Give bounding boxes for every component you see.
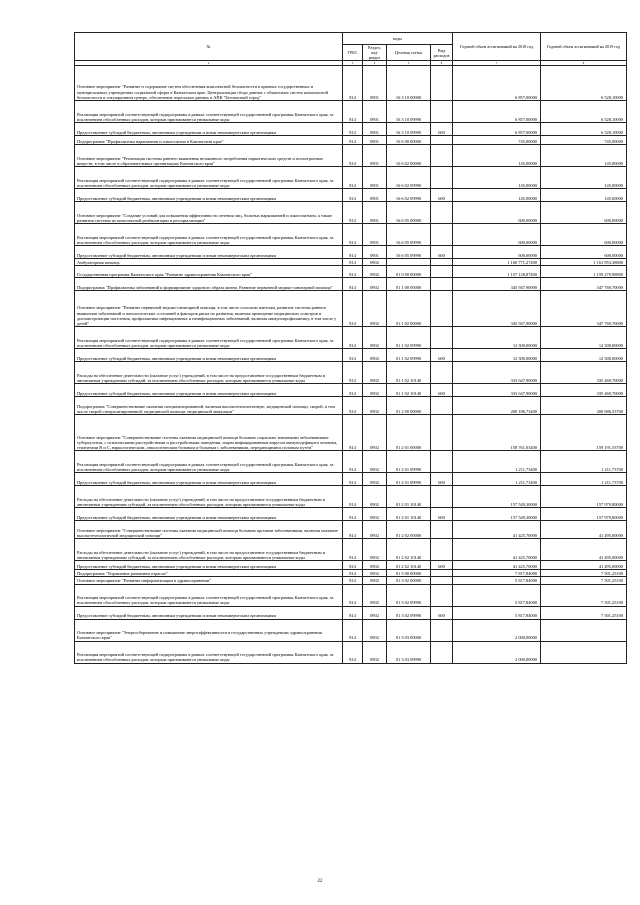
target-cell: 01 2 02 00000 xyxy=(387,521,431,539)
grbs-cell: 814 xyxy=(343,570,363,577)
volume-2019-cell: 7 501,25100 xyxy=(541,577,627,584)
expense-type-cell xyxy=(431,145,453,167)
section-cell: 0902 xyxy=(363,539,387,561)
grbs-cell: 814 xyxy=(343,136,363,145)
table-row xyxy=(75,266,627,278)
table-row xyxy=(75,577,627,584)
table-row xyxy=(75,473,627,486)
section-cell: 0902 xyxy=(363,384,387,397)
grbs-cell: 814 xyxy=(343,259,363,266)
header-volume-2019: Годовой объем ассигнований на 2019 год xyxy=(541,33,627,61)
expense-type-cell xyxy=(431,136,453,145)
row-name: Предоставление субсидий бюджетным, автономным учреждениям и иным некоммерческим организациям xyxy=(75,508,343,521)
table-row xyxy=(75,246,627,259)
volume-2018-cell: 41 425,70000 xyxy=(453,561,541,570)
row-name: Подпрограмма "Совершенствование оказания специализированной, включая высокотехнологичную, медицинской помощи, скорой, в том числе скорой специализированной, медицинской помощи, медицинской эвакуации" xyxy=(75,397,343,415)
target-cell: 01 3 03 00000 xyxy=(387,619,431,641)
target-cell: 16 6 00 00000 xyxy=(387,136,431,145)
volume-2018-cell: 6 857,00000 xyxy=(453,101,541,123)
row-name: Государственная программа Камчатского края "Развитие здравоохранения Камчатского края" xyxy=(75,266,343,278)
volume-2018-cell: 157 549,30000 xyxy=(453,508,541,521)
row-name: Предоставление субсидий бюджетным, автономным учреждениям и иным некоммерческим организациям xyxy=(75,349,343,362)
expense-type-cell xyxy=(431,451,453,473)
row-name: Реализация мероприятий соответствующей подпрограммы в рамках соответствующей государственной программы Камчатского края, за исключением обособленных расходов, которым присваиваются уникальные коды xyxy=(75,451,343,473)
section-cell: 0901 xyxy=(363,202,387,224)
row-name: Реализация мероприятий соответствующей подпрограммы в рамках соответствующей государственной программы Камчатского края, за исключением обособленных расходов, которым присваиваются уникальные коды xyxy=(75,224,343,246)
section-cell: 0901 xyxy=(363,101,387,123)
expense-type-cell xyxy=(431,619,453,641)
header-number: № xyxy=(75,33,343,61)
section-cell: 0902 xyxy=(363,451,387,473)
volume-2019-cell: 157 979,80000 xyxy=(541,486,627,508)
column-number: 6 xyxy=(431,61,453,66)
table-row xyxy=(75,123,627,136)
target-cell: 01 2 01 10140 xyxy=(387,486,431,508)
expense-type-cell: 600 xyxy=(431,123,453,136)
volume-2019-cell xyxy=(541,641,627,663)
expense-type-cell xyxy=(431,266,453,278)
target-cell xyxy=(387,259,431,266)
expense-type-cell xyxy=(431,202,453,224)
row-name: Реализация мероприятий соответствующей подпрограммы в рамках соответствующей государственной программы Камчатского края, за исключением обособленных расходов, которым присваиваются уникальные коды xyxy=(75,584,343,606)
table-row xyxy=(75,561,627,570)
target-cell: 01 1 02 09990 xyxy=(387,349,431,362)
row-name: Предоставление субсидий бюджетным, автономным учреждениям и иным некоммерческим организациям xyxy=(75,123,343,136)
grbs-cell: 814 xyxy=(343,641,363,663)
volume-2019-cell: 145,00000 xyxy=(541,145,627,167)
column-number: 3 xyxy=(343,61,363,66)
volume-2018-cell: 333 647,90000 xyxy=(453,362,541,384)
section-cell: 0901 xyxy=(363,189,387,202)
grbs-cell: 814 xyxy=(343,561,363,570)
row-name: Предоставление субсидий бюджетным, автономным учреждениям и иным некоммерческим организациям xyxy=(75,189,343,202)
column-number: 7 xyxy=(453,61,541,66)
section-cell: 0901 xyxy=(363,136,387,145)
grbs-cell: 814 xyxy=(343,486,363,508)
budget-table xyxy=(74,32,627,664)
column-number: 5 xyxy=(387,61,431,66)
grbs-cell: 814 xyxy=(343,349,363,362)
grbs-cell: 814 xyxy=(343,224,363,246)
volume-2018-cell: 5 817,84000 xyxy=(453,606,541,619)
table-row xyxy=(75,291,627,327)
target-cell: 01 3 03 09990 xyxy=(387,641,431,663)
expense-type-cell xyxy=(431,259,453,266)
volume-2018-cell: 6 857,00000 xyxy=(453,123,541,136)
target-cell: 01 2 00 00000 xyxy=(387,397,431,415)
section-cell: 0902 xyxy=(363,397,387,415)
budget-table-sheet xyxy=(74,32,626,664)
table-row xyxy=(75,349,627,362)
volume-2019-cell: 41 495,00000 xyxy=(541,539,627,561)
volume-2018-cell: 345 947,90000 xyxy=(453,278,541,291)
header-codes: коды xyxy=(343,33,453,45)
row-name: Основное мероприятие "Реализация системы раннего выявления незаконного потребления наркотических средств и психотропных веществ, в том числе в образовательных организациях Камчатского края" xyxy=(75,145,343,167)
expense-type-cell xyxy=(431,167,453,189)
table-row xyxy=(75,362,627,384)
table-row xyxy=(75,136,627,145)
volume-2018-cell: 41 425,70000 xyxy=(453,521,541,539)
target-cell: 01 3 02 00000 xyxy=(387,577,431,584)
volume-2018-cell: 600,00000 xyxy=(453,224,541,246)
expense-type-cell xyxy=(431,362,453,384)
expense-type-cell: 600 xyxy=(431,606,453,619)
volume-2019-cell: 347 769,70000 xyxy=(541,291,627,327)
section-cell: 0902 xyxy=(363,362,387,384)
target-cell: 01 3 02 09990 xyxy=(387,584,431,606)
expense-type-cell xyxy=(431,539,453,561)
volume-2019-cell: 1 211,73700 xyxy=(541,473,627,486)
table-row xyxy=(75,415,627,451)
target-cell: 01 1 00 00000 xyxy=(387,278,431,291)
grbs-cell: 814 xyxy=(343,577,363,584)
volume-2019-cell: 12 300,00000 xyxy=(541,327,627,349)
grbs-cell: 814 xyxy=(343,451,363,473)
expense-type-cell xyxy=(431,278,453,291)
expense-type-cell xyxy=(431,570,453,577)
expense-type-cell xyxy=(431,577,453,584)
row-name: Предоставление субсидий бюджетным, автономным учреждениям и иным некоммерческим организациям xyxy=(75,384,343,397)
target-cell: 01 2 01 09990 xyxy=(387,451,431,473)
row-name: Предоставление субсидий бюджетным, автономным учреждениям и иным некоммерческим организациям xyxy=(75,606,343,619)
table-row xyxy=(75,508,627,521)
volume-2019-cell: 335 469,70000 xyxy=(541,362,627,384)
row-name: Амбулаторная помощь xyxy=(75,259,343,266)
table-row xyxy=(75,486,627,508)
volume-2018-cell: 745,00000 xyxy=(453,136,541,145)
row-name: Предоставление субсидий бюджетным, автономным учреждениям и иным некоммерческим организациям xyxy=(75,246,343,259)
volume-2018-cell: 1 211,73400 xyxy=(453,473,541,486)
table-row xyxy=(75,570,627,577)
target-cell: 01 3 02 09990 xyxy=(387,606,431,619)
column-number: 8 xyxy=(541,61,627,66)
volume-2018-cell: 2 000,00000 xyxy=(453,641,541,663)
grbs-cell: 814 xyxy=(343,189,363,202)
row-name: Основное мероприятие "Развитие первичной медико-санитарной помощи, в том числе сельским жителям, развитие системы раннего выявления заболеваний и патологических состояний и факторов риска их развития, включая проведение медицинских осмотров и диспансеризации населения, профилактика инфекционных и неинфекционных заболеваний, включая иммунопрофилактику, в том числе у детей" xyxy=(75,291,343,327)
volume-2019-cell: 7 501,25100 xyxy=(541,606,627,619)
section-cell: 0902 xyxy=(363,584,387,606)
volume-2018-cell: 2 000,00000 xyxy=(453,619,541,641)
header-section: Раздел, под-раздел xyxy=(363,45,387,61)
volume-2019-cell: 745,00000 xyxy=(541,136,627,145)
grbs-cell: 814 xyxy=(343,123,363,136)
target-cell: 01 3 00 00000 xyxy=(387,570,431,577)
target-cell: 16 3 10 09990 xyxy=(387,123,431,136)
section-cell: 0902 xyxy=(363,349,387,362)
grbs-cell: 814 xyxy=(343,539,363,561)
grbs-cell: 814 xyxy=(343,397,363,415)
expense-type-cell xyxy=(431,486,453,508)
table-row xyxy=(75,641,627,663)
grbs-cell: 814 xyxy=(343,167,363,189)
section-cell: 0902 xyxy=(363,641,387,663)
table-row xyxy=(75,619,627,641)
row-name: Основное мероприятие "Развитие информатизации в здравоохранении" xyxy=(75,577,343,584)
volume-2019-cell: 145,00000 xyxy=(541,167,627,189)
volume-2019-cell: 335 469,70000 xyxy=(541,384,627,397)
section-cell: 0902 xyxy=(363,508,387,521)
table-row xyxy=(75,202,627,224)
table-row xyxy=(75,584,627,606)
volume-2018-cell: 200 186,73400 xyxy=(453,397,541,415)
volume-2019-cell: 41 495,00000 xyxy=(541,561,627,570)
grbs-cell: 814 xyxy=(343,278,363,291)
target-cell: 01 2 02 10140 xyxy=(387,561,431,570)
volume-2018-cell: 1 160 771,27400 xyxy=(453,259,541,266)
volume-2019-cell: 6 528,10000 xyxy=(541,123,627,136)
volume-2019-cell: 12 300,00000 xyxy=(541,349,627,362)
grbs-cell: 814 xyxy=(343,66,363,101)
grbs-cell: 814 xyxy=(343,266,363,278)
expense-type-cell xyxy=(431,327,453,349)
volume-2019-cell: 347 769,70000 xyxy=(541,278,627,291)
row-name: Подпрограмма "Профилактика заболеваний и формирование здорового образа жизни. Развитие первичной медико-санитарной помощи" xyxy=(75,278,343,291)
row-name: Основное мероприятие "Совершенствование системы оказания медицинской помощи больным социально значимыми заболеваниями: туберкулезом, с психическими расстройствами и расстройствами поведения, лицам инфицированным вирусом иммунодефицита человека, гепатитами В и С, наркологическим, онкологическим больным и больным с заболеваниями, передающимися половым путем" xyxy=(75,415,343,451)
volume-2019-cell: 200 686,53700 xyxy=(541,397,627,415)
volume-2019-cell: 145,00000 xyxy=(541,189,627,202)
row-name: Предоставление субсидий бюджетным, автономным учреждениям и иным некоммерческим организациям xyxy=(75,473,343,486)
volume-2018-cell: 6 857,00000 xyxy=(453,66,541,101)
table-row xyxy=(75,66,627,101)
table-row xyxy=(75,606,627,619)
expense-type-cell xyxy=(431,415,453,451)
target-cell: 01 0 00 00000 xyxy=(387,266,431,278)
expense-type-cell xyxy=(431,224,453,246)
grbs-cell: 814 xyxy=(343,202,363,224)
target-cell: 01 2 01 10140 xyxy=(387,508,431,521)
volume-2019-cell: 6 528,10000 xyxy=(541,66,627,101)
table-row xyxy=(75,521,627,539)
table-body xyxy=(75,66,627,664)
grbs-cell: 814 xyxy=(343,327,363,349)
volume-2019-cell: 1 159 279,98800 xyxy=(541,266,627,278)
volume-2019-cell: 159 191,53700 xyxy=(541,415,627,451)
column-number: 4 xyxy=(363,61,387,66)
table-row xyxy=(75,397,627,415)
volume-2018-cell: 12 300,00000 xyxy=(453,349,541,362)
page-number: 22 xyxy=(317,879,323,884)
expense-type-cell: 600 xyxy=(431,384,453,397)
target-cell: 01 1 02 10140 xyxy=(387,362,431,384)
row-name: Предоставление субсидий бюджетным, автономным учреждениям и иным некоммерческим организациям xyxy=(75,561,343,570)
grbs-cell: 814 xyxy=(343,291,363,327)
grbs-cell: 814 xyxy=(343,384,363,397)
header-target: Целевая статья xyxy=(387,45,431,61)
target-cell: 01 1 02 10140 xyxy=(387,384,431,397)
table-row xyxy=(75,101,627,123)
expense-type-cell: 600 xyxy=(431,189,453,202)
target-cell: 16 6 02 09990 xyxy=(387,189,431,202)
grbs-cell: 814 xyxy=(343,508,363,521)
target-cell: 01 1 02 09990 xyxy=(387,327,431,349)
section-cell: 0901 xyxy=(363,224,387,246)
volume-2019-cell: 7 501,25100 xyxy=(541,584,627,606)
table-row xyxy=(75,259,627,266)
volume-2019-cell: 600,00000 xyxy=(541,246,627,259)
column-number: 2 xyxy=(75,61,343,66)
grbs-cell: 814 xyxy=(343,521,363,539)
row-name: Основное мероприятие "Совершенствование системы оказания медицинской помощи больным прочими заболеваниями, включая оказание высокотехнологичной медицинской помощи" xyxy=(75,521,343,539)
grbs-cell: 814 xyxy=(343,584,363,606)
row-name: Основное мероприятие "Энергосбережение и повышение энергоэффективности в государственных учреждениях здравоохранения Камчатского края" xyxy=(75,619,343,641)
section-cell: 0902 xyxy=(363,278,387,291)
section-cell: 0902 xyxy=(363,577,387,584)
volume-2018-cell: 41 425,70000 xyxy=(453,539,541,561)
volume-2019-cell: 41 495,00000 xyxy=(541,521,627,539)
row-name: Подпрограмма "Управление развитием отрасли" xyxy=(75,570,343,577)
section-cell: 0902 xyxy=(363,521,387,539)
table-row xyxy=(75,145,627,167)
volume-2018-cell: 1 211,73400 xyxy=(453,451,541,473)
volume-2018-cell: 1 157 128,87400 xyxy=(453,266,541,278)
section-cell: 0902 xyxy=(363,415,387,451)
expense-type-cell: 600 xyxy=(431,508,453,521)
row-name: Основное мероприятие "Создание условий для повышения эффективности лечения лиц, больных наркоманией и алкоголизмом, а также развития системы их комплексной реабилитации и ресоциализации" xyxy=(75,202,343,224)
section-cell: 0902 xyxy=(363,486,387,508)
target-cell: 16 6 02 09990 xyxy=(387,167,431,189)
row-name: Подпрограмма "Профилактика наркомании и алкоголизма в Камчатском крае" xyxy=(75,136,343,145)
expense-type-cell: 600 xyxy=(431,473,453,486)
table-row xyxy=(75,539,627,561)
grbs-cell: 814 xyxy=(343,415,363,451)
expense-type-cell xyxy=(431,584,453,606)
row-name: Расходы на обеспечение деятельности (оказание услуг) учреждений, в том числе на предоставление государственным бюджетным и автономным учреждениям субсидий, за исключением обособленных расходов, которым присваиваются уникальные коды xyxy=(75,486,343,508)
target-cell: 16 6 05 09990 xyxy=(387,246,431,259)
volume-2018-cell: 157 549,30000 xyxy=(453,486,541,508)
target-cell: 01 1 02 00000 xyxy=(387,291,431,327)
target-cell: 16 6 05 00000 xyxy=(387,202,431,224)
expense-type-cell: 600 xyxy=(431,349,453,362)
expense-type-cell xyxy=(431,641,453,663)
volume-2018-cell: 600,00000 xyxy=(453,246,541,259)
expense-type-cell xyxy=(431,397,453,415)
volume-2018-cell: 145,00000 xyxy=(453,189,541,202)
table-row xyxy=(75,327,627,349)
section-cell: 0902 xyxy=(363,327,387,349)
header-volume-2018: Годовой объем ассигнований на 2018 год xyxy=(453,33,541,61)
volume-2018-cell: 5 817,84000 xyxy=(453,584,541,606)
target-cell: 16 6 05 09990 xyxy=(387,224,431,246)
volume-2018-cell: 333 647,90000 xyxy=(453,384,541,397)
row-name: Реализация мероприятий соответствующей подпрограммы в рамках соответствующей государственной программы Камчатского края, за исключением обособленных расходов, которым присваиваются уникальные коды xyxy=(75,641,343,663)
section-cell: 0902 xyxy=(363,266,387,278)
section-cell: 0902 xyxy=(363,619,387,641)
section-cell: 0901 xyxy=(363,66,387,101)
row-name: Реализация мероприятий соответствующей подпрограммы в рамках соответствующей государственной программы Камчатского края, за исключением обособленных расходов, которым присваиваются уникальные коды xyxy=(75,167,343,189)
section-cell: 0901 xyxy=(363,123,387,136)
grbs-cell: 814 xyxy=(343,145,363,167)
table-row xyxy=(75,384,627,397)
volume-2018-cell: 600,00000 xyxy=(453,202,541,224)
volume-2018-cell: 145,00000 xyxy=(453,145,541,167)
expense-type-cell xyxy=(431,291,453,327)
header-grbs: ГРБС xyxy=(343,45,363,61)
volume-2019-cell: 157 979,80000 xyxy=(541,508,627,521)
grbs-cell: 814 xyxy=(343,246,363,259)
section-cell: 0901 xyxy=(363,145,387,167)
row-name: Основное мероприятие "Развитие и содержание систем обеспечения комплексной безопасности в краевых государственных и муниципальных учреждениях социальной сферы в Камчатском крае. Централизация сбора данных с объектовых систем комплексной безопасности в ситуационном центре, обеспечение пересылки данных в АПК "Безопасный город" xyxy=(75,66,343,101)
volume-2018-cell: 145,00000 xyxy=(453,167,541,189)
volume-2018-cell: 12 300,00000 xyxy=(453,327,541,349)
section-cell: 0902 xyxy=(363,570,387,577)
grbs-cell: 814 xyxy=(343,619,363,641)
section-cell: 0902 xyxy=(363,606,387,619)
volume-2018-cell: 345 947,90000 xyxy=(453,291,541,327)
header-expense-type: Вид расходов xyxy=(431,45,453,61)
expense-type-cell xyxy=(431,66,453,101)
target-cell: 16 3 10 00000 xyxy=(387,66,431,101)
section-cell: 0902 xyxy=(363,291,387,327)
section-cell: 0901 xyxy=(363,246,387,259)
volume-2019-cell: 600,00000 xyxy=(541,224,627,246)
grbs-cell: 814 xyxy=(343,606,363,619)
section-cell: 0902 xyxy=(363,259,387,266)
expense-type-cell xyxy=(431,521,453,539)
grbs-cell: 814 xyxy=(343,362,363,384)
expense-type-cell: 600 xyxy=(431,246,453,259)
volume-2018-cell: 7 817,84000 xyxy=(453,570,541,577)
expense-type-cell xyxy=(431,101,453,123)
volume-2019-cell: 600,00000 xyxy=(541,202,627,224)
row-name: Расходы на обеспечение деятельности (оказание услуг) учреждений, в том числе на предоставление государственным бюджетным и автономным учреждениям субсидий, за исключением обособленных расходов, которым присваиваются уникальные коды xyxy=(75,539,343,561)
volume-2019-cell: 6 528,10000 xyxy=(541,101,627,123)
volume-2018-cell: 5 817,84000 xyxy=(453,577,541,584)
target-cell: 01 2 01 09990 xyxy=(387,473,431,486)
row-name: Расходы на обеспечение деятельности (оказание услуг) учреждений, в том числе на предоставление государственным бюджетным и автономным учреждениям субсидий, за исключением обособленных расходов, которым присваиваются уникальные коды xyxy=(75,362,343,384)
grbs-cell: 814 xyxy=(343,101,363,123)
section-cell: 0902 xyxy=(363,473,387,486)
table-row xyxy=(75,451,627,473)
row-name: Реализация мероприятий соответствующей подпрограммы в рамках соответствующей государственной программы Камчатского края, за исключением обособленных расходов, которым присваиваются уникальные коды xyxy=(75,101,343,123)
section-cell: 0902 xyxy=(363,561,387,570)
target-cell: 01 2 01 00000 xyxy=(387,415,431,451)
volume-2019-cell: 1 211,73700 xyxy=(541,451,627,473)
volume-2018-cell: 158 761,03400 xyxy=(453,415,541,451)
table-row xyxy=(75,189,627,202)
table-row xyxy=(75,278,627,291)
target-cell: 01 2 02 10140 xyxy=(387,539,431,561)
volume-2019-cell xyxy=(541,619,627,641)
table-row xyxy=(75,167,627,189)
target-cell: 16 6 02 00000 xyxy=(387,145,431,167)
grbs-cell: 814 xyxy=(343,473,363,486)
volume-2019-cell: 1 161 953,38800 xyxy=(541,259,627,266)
target-cell: 16 3 10 09990 xyxy=(387,101,431,123)
table-row xyxy=(75,224,627,246)
section-cell: 0901 xyxy=(363,167,387,189)
row-name: Реализация мероприятий соответствующей подпрограммы в рамках соответствующей государственной программы Камчатского края, за исключением обособленных расходов, которым присваиваются уникальные коды xyxy=(75,327,343,349)
volume-2019-cell: 7 501,25100 xyxy=(541,570,627,577)
expense-type-cell: 600 xyxy=(431,561,453,570)
